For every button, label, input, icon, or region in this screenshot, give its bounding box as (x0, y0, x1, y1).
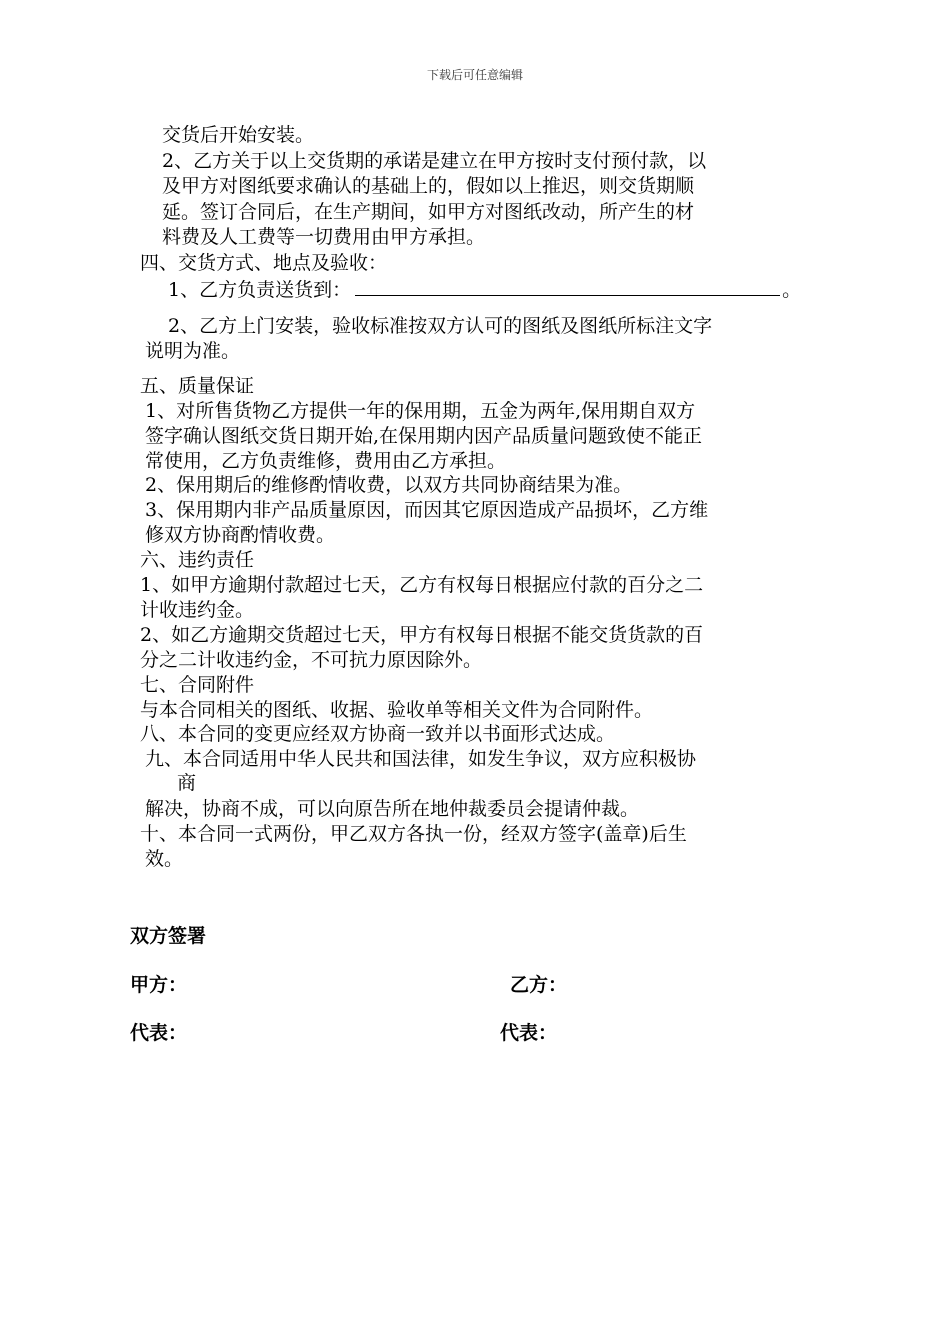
body-line: 九、本合同适用中华人民共和国法律，如发生争议，双方应积极协 (145, 748, 697, 770)
body-line: 延。签订合同后，在生产期间，如甲方对图纸改动，所产生的材 (162, 201, 695, 223)
body-line: 2、乙方上门安装，验收标准按双方认可的图纸及图纸所标注文字 (168, 315, 713, 337)
body-line: 交货后开始安装。 (162, 124, 315, 146)
body-line: 商 (177, 772, 197, 794)
body-line: 说明为准。 (145, 340, 241, 362)
party-b-label: 乙方： (510, 974, 568, 996)
body-line: 2、乙方关于以上交货期的承诺是建立在甲方按时支付预付款，以 (162, 150, 707, 172)
body-line: 3、保用期内非产品质量原因，而因其它原因造成产品损坏，乙方维 (145, 499, 709, 521)
signature-title: 双方签署 (130, 925, 207, 947)
body-line: 2、如乙方逾期交货超过七天，甲方有权每日根据不能交货货款的百 (140, 624, 704, 646)
body-line: 2、保用期后的维修酌情收费，以双方共同协商结果为准。 (145, 474, 633, 496)
delivery-address-blank (355, 276, 780, 296)
representative-b-label: 代表： (500, 1022, 558, 1044)
body-line: 1、如甲方逾期付款超过七天，乙方有权每日根据应付款的百分之二 (140, 574, 704, 596)
body-line: 分之二计收违约金，不可抗力原因除外。 (140, 649, 483, 671)
delivery-address-period: 。 (782, 279, 802, 301)
body-line: 八、本合同的变更应经双方协商一致并以书面形式达成。 (140, 723, 616, 745)
body-line: 与本合同相关的图纸、收据、验收单等相关文件为合同附件。 (140, 699, 654, 721)
representative-a-label: 代表： (130, 1022, 188, 1044)
section-heading: 七、合同附件 (140, 674, 255, 696)
body-line: 解决，协商不成，可以向原告所在地仲裁委员会提请仲裁。 (145, 798, 640, 820)
party-a-label: 甲方： (130, 974, 188, 996)
delivery-address-label: 1、乙方负责送货到： (168, 279, 352, 301)
body-line: 1、对所售货物乙方提供一年的保用期，五金为两年,保用期自双方 (145, 400, 696, 422)
section-heading: 四、交货方式、地点及验收： (140, 252, 388, 274)
body-line: 修双方协商酌情收费。 (145, 524, 336, 546)
page-header: 下载后可任意编辑 (426, 68, 523, 82)
body-line: 及甲方对图纸要求确认的基础上的，假如以上推迟，则交货期顺 (162, 175, 695, 197)
body-line: 十、本合同一式两份，甲乙双方各执一份，经双方签字(盖章)后生 (140, 823, 687, 845)
delivery-address-line (168, 276, 801, 302)
body-line: 计收违约金。 (140, 599, 255, 621)
section-heading: 六、违约责任 (140, 549, 255, 571)
body-line: 签字确认图纸交货日期开始,在保用期内因产品质量问题致使不能正 (145, 425, 703, 447)
body-line: 常使用，乙方负责维修，费用由乙方承担。 (145, 450, 507, 472)
body-line: 料费及人工费等一切费用由甲方承担。 (162, 226, 486, 248)
section-heading: 五、质量保证 (140, 375, 255, 397)
body-line: 效。 (145, 848, 184, 870)
